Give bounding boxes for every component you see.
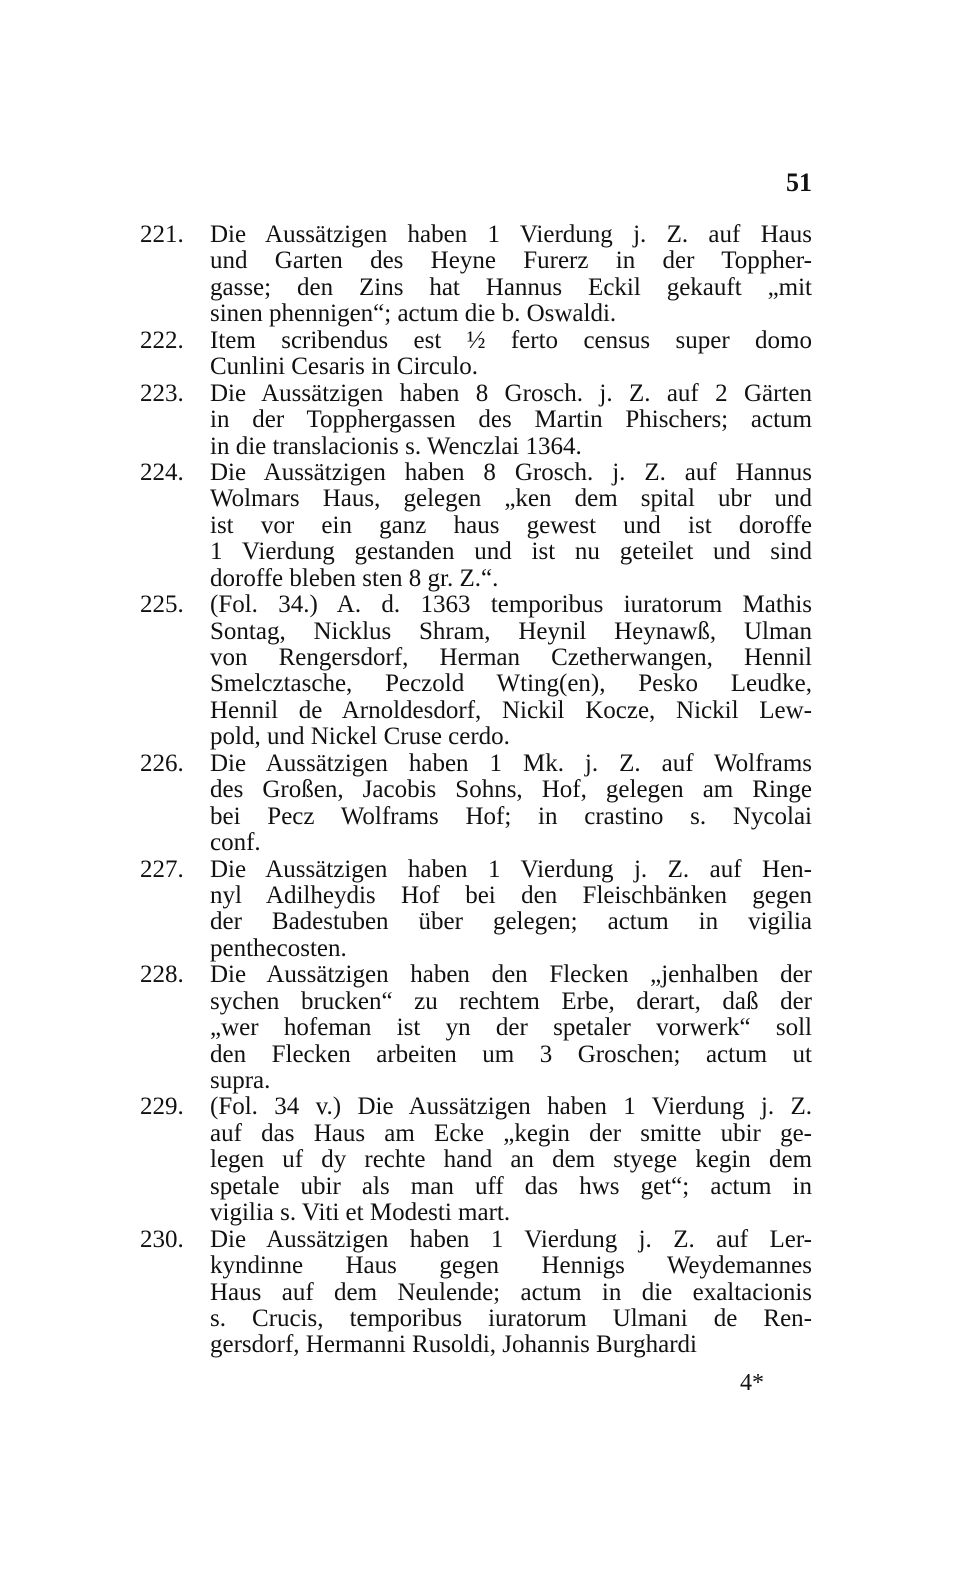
entry-number: 224. <box>140 458 184 486</box>
entry <box>140 328 812 381</box>
entry-line: in die translacionis s. Wenczlai 1364. <box>210 432 582 460</box>
entry-line: „wer hofeman ist yn der spetaler vorwerk“ soll <box>210 1014 812 1042</box>
entry-line: Haus auf dem Neulende; actum in die exaltacionis <box>210 1278 812 1306</box>
entry-line: s. Crucis, temporibus iuratorum Ulmani de Ren- <box>210 1304 812 1332</box>
entry-line: conf. <box>210 829 261 857</box>
entry-number: 225. <box>140 591 184 619</box>
entry-line: gersdorf, Hermanni Rusoldi, Johannis Burghardi <box>210 1331 697 1359</box>
entry-line: Wolmars Haus, gelegen „ken dem spital ubr und <box>210 485 812 513</box>
entry-line: Die Aussätzigen haben 1 Vierdung j. Z. auf Hen- <box>210 855 812 883</box>
entry-text <box>210 857 812 963</box>
entry-line: Die Aussätzigen haben 8 Grosch. j. Z. auf Hannus <box>210 458 812 486</box>
entry-line: Smelcztasche, Peczold Wting(en), Pesko Leudke, <box>210 670 812 698</box>
entry-line: pold, und Nickel Cruse cerdo. <box>210 723 510 751</box>
entry-line: legen uf dy rechte hand an dem styege kegin dem <box>210 1146 812 1174</box>
entry <box>140 592 812 751</box>
entry-line: und Garten des Heyne Furerz in der Toppher- <box>210 247 812 275</box>
entry-line: Sontag, Nicklus Shram, Heynil Heynawß, Ulman <box>210 617 812 645</box>
entry-text <box>210 222 812 328</box>
entry-text <box>210 751 812 857</box>
entry-number: 228. <box>140 961 184 989</box>
entry <box>140 1227 812 1359</box>
entry-line: supra. <box>210 1067 271 1094</box>
entry-line: des Großen, Jacobis Sohns, Hof, gelegen am Ringe <box>210 776 812 804</box>
entry-line: Cunlini Cesaris in Circulo. <box>210 353 479 381</box>
entry-line: der Badestuben über gelegen; actum in vigilia <box>210 908 812 936</box>
entry-line: Die Aussätzigen haben 1 Vierdung j. Z. auf Haus <box>210 221 812 248</box>
entry-line: doroffe bleben sten 8 gr. Z.“. <box>210 564 499 592</box>
entry-line: in der Topphergassen des Martin Phischers; actum <box>210 406 812 434</box>
entry-number: 230. <box>140 1225 184 1253</box>
entry <box>140 460 812 592</box>
entry-number: 221. <box>140 221 184 248</box>
entry-line: sychen brucken“ zu rechtem Erbe, derart, daß der <box>210 987 812 1015</box>
entry-line: Die Aussätzigen haben 1 Vierdung j. Z. auf Ler- <box>210 1225 812 1253</box>
entry-line: Die Aussätzigen haben 8 Grosch. j. Z. auf 2 Gärten <box>210 379 812 407</box>
entry-text <box>210 328 812 381</box>
entry-line: den Flecken arbeiten um 3 Groschen; actum ut <box>210 1040 812 1068</box>
entry-line: auf das Haus am Ecke „kegin der smitte ubir ge- <box>210 1119 812 1147</box>
entry-text <box>210 592 812 751</box>
entry-number: 226. <box>140 749 184 777</box>
entry-text <box>210 460 812 592</box>
entry-number: 227. <box>140 855 184 883</box>
entry-line: vigilia s. Viti et Modesti mart. <box>210 1199 511 1227</box>
entry <box>140 751 812 857</box>
entry-line: Hennil de Arnoldesdorf, Nickil Kocze, Nickil Lew- <box>210 696 812 724</box>
entry-number: 222. <box>140 326 184 354</box>
entry-line: nyl Adilheydis Hof bei den Fleischbänken gegen <box>210 881 812 909</box>
entry-line: Die Aussätzigen haben 1 Mk. j. Z. auf Wolframs <box>210 749 812 777</box>
entry-list <box>140 222 812 1359</box>
entry-text <box>210 1094 812 1226</box>
entry-text <box>210 962 812 1094</box>
entry-line: (Fol. 34.) A. d. 1363 temporibus iuratorum Mathis <box>210 591 812 619</box>
entry-line: gasse; den Zins hat Hannus Eckil gekauft „mit <box>210 273 812 301</box>
entry-line: 1 Vierdung gestanden und ist nu geteilet und sind <box>210 538 812 566</box>
entry <box>140 857 812 963</box>
entry-text <box>210 381 812 460</box>
entry-line: (Fol. 34 v.) Die Aussätzigen haben 1 Vierdung j. Z. <box>210 1093 812 1121</box>
entry <box>140 1094 812 1226</box>
entry <box>140 381 812 460</box>
entry-line: spetale ubir als man uff das hws get“; actum in <box>210 1172 812 1200</box>
entry-line: sinen phennigen“; actum die b. Oswaldi. <box>210 300 617 328</box>
entry-number: 229. <box>140 1093 184 1121</box>
signature-mark: 4* <box>740 1370 764 1396</box>
entry-line: kyndinne Haus gegen Hennigs Weydemannes <box>210 1252 812 1280</box>
entry-text <box>210 1227 812 1359</box>
page-number: 51 <box>786 168 812 197</box>
entry-line: bei Pecz Wolframs Hof; in crastino s. Nycolai <box>210 802 812 830</box>
entry-line: ist vor ein ganz haus gewest und ist doroffe <box>210 511 812 539</box>
entry-line: von Rengersdorf, Herman Czetherwangen, Hennil <box>210 644 812 671</box>
entry-line: penthecosten. <box>210 934 347 962</box>
entry <box>140 222 812 328</box>
entry <box>140 962 812 1094</box>
entry-line: Die Aussätzigen haben den Flecken „jenhalben der <box>210 961 812 989</box>
entry-line: Item scribendus est ½ ferto census super domo <box>210 326 812 354</box>
entry-number: 223. <box>140 379 184 407</box>
